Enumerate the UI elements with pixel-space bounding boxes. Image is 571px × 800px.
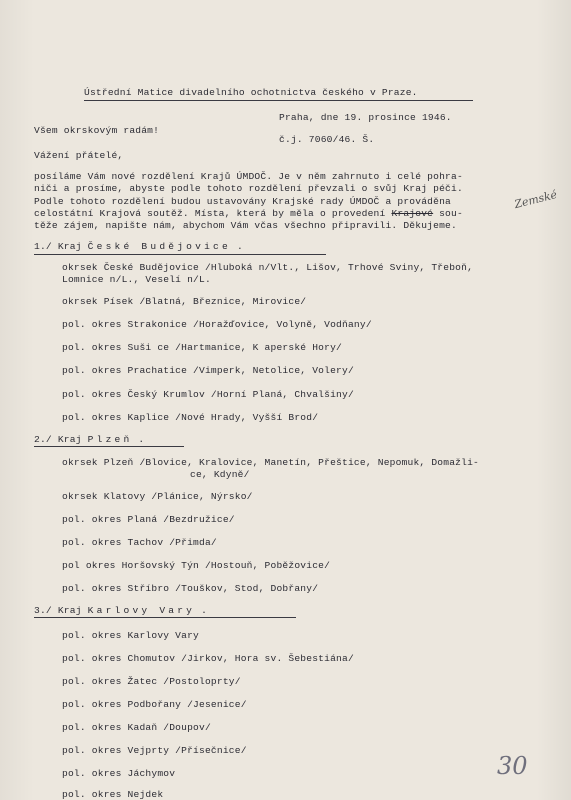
region-1-entry: pol. okres Kaplice /Nové Hrady, Vyšší Brod/: [62, 412, 319, 423]
region-1-entry: okrsek České Budějovice /Hluboká n/Vlt., Lišov, Trhové Sviny, Třeboň,: [62, 262, 474, 273]
region-3-entry: pol. okres Nejdek: [62, 789, 164, 800]
reference-number: č.j. 7060/46. Š.: [279, 134, 375, 145]
region-2-entry: pol. okres Tachov /Přimda/: [62, 537, 217, 548]
body-line-2: niči a prosíme, abyste podle tohoto rozdělení převzali o svůj Kraj péči.: [34, 183, 463, 194]
region-3-entry: pol. okres Žatec /Postoloprty/: [62, 676, 241, 687]
region-3-entry: pol. okres Kadaň /Doupov/: [62, 722, 211, 733]
region-3-entry: pol. okres Podbořany /Jesenice/: [62, 699, 247, 710]
body-line-1: posíláme Vám nové rozdělení Krajů ÚMDOČ. Je v něm zahrnuto i celé pohra-: [34, 171, 463, 182]
region-2-entry: pol. okres Planá /Bezdružice/: [62, 514, 235, 525]
region-2-entry: pol okres Horšovský Týn /Hostouň, Poběžovice/: [62, 560, 331, 571]
addressee: Všem okrskovým radám!: [34, 125, 160, 136]
body-line-4: celostátní Krajová soutěž. Místa, která by měla o provedení Krajové sou-: [34, 208, 463, 219]
region-3-underline: [34, 617, 296, 618]
region-1-heading: 1./ Kraj České Budějovice .: [34, 241, 243, 252]
struck-word: Krajové: [391, 208, 434, 219]
body-line-3: Podle tohoto rozdělení budou ustavovány Krajské rady ÚMDOČ a prováděna: [34, 196, 452, 207]
salutation: Vážení přátelé,: [34, 150, 124, 161]
region-2-heading: 2./ Kraj Plzeň .: [34, 434, 145, 445]
letterhead: Ústřední Matice divadelního ochotnictva českého v Praze.: [84, 87, 418, 98]
region-1-entry: okrsek Písek /Blatná, Březnice, Mirovice/: [62, 296, 307, 307]
region-2-entry: okrsek Klatovy /Plánice, Nýrsko/: [62, 491, 253, 502]
region-1-entry: pol. okres Strakonice /Horažďovice, Volyně, Vodňany/: [62, 319, 372, 330]
region-2-underline: [34, 446, 184, 447]
region-2-entry: ce, Kdyně/: [190, 469, 250, 480]
region-3-heading: 3./ Kraj Karlovy Vary .: [34, 605, 208, 616]
region-1-entry: pol. okres Suši ce /Hartmanice, K aperské Hory/: [62, 342, 342, 353]
region-1-entry: pol. okres Český Krumlov /Horní Planá, Chvalšiny/: [62, 389, 354, 400]
region-3-entry: pol. okres Karlovy Vary: [62, 630, 200, 641]
body-line-5: těže zájem, napište nám, abychom Vám včas všechno připravili. Děkujeme.: [34, 220, 457, 231]
letterhead-underline: [84, 100, 473, 101]
place-date: Praha, dne 19. prosince 1946.: [279, 112, 452, 123]
region-2-entry: pol. okres Stříbro /Touškov, Stod, Dobřany/: [62, 583, 319, 594]
folio-number: 30: [497, 752, 528, 780]
region-3-entry: pol. okres Chomutov /Jirkov, Hora sv. Šebestiána/: [62, 653, 354, 664]
region-3-entry: pol. okres Vejprty /Přísečnice/: [62, 745, 247, 756]
handwritten-insertion: Zemské: [513, 187, 559, 212]
region-1-entry: pol. okres Prachatice /Vimperk, Netolice, Volery/: [62, 365, 354, 376]
region-2-entry: okrsek Plzeň /Blovice, Kralovice, Manetín, Přeštice, Nepomuk, Domažli-: [62, 457, 480, 468]
region-3-entry: pol. okres Jáchymov: [62, 768, 176, 779]
region-1-entry: Lomnice n/L., Veselí n/L.: [62, 274, 211, 285]
region-1-underline: [34, 254, 326, 255]
